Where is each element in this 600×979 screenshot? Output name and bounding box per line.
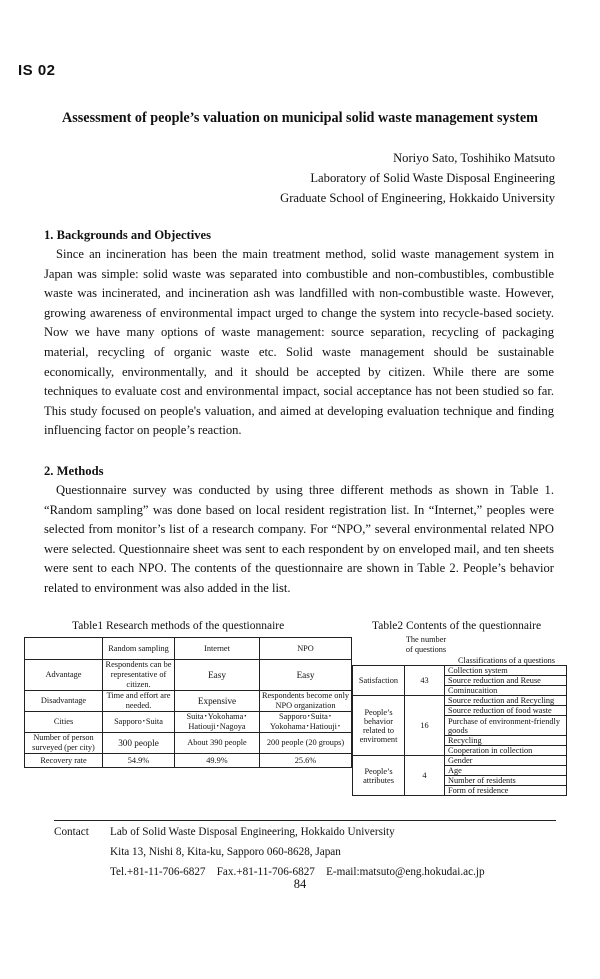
classification-cell: Cooperation in collection [445, 746, 567, 756]
table-cell: 49.9% [175, 754, 260, 768]
table-row [25, 733, 352, 754]
table-row [25, 754, 352, 768]
table-cell: Expensive [175, 691, 260, 712]
table-cell: 300 people [103, 733, 175, 754]
table-cell: 200 people (20 groups) [260, 733, 352, 754]
page-number: 84 [293, 877, 307, 891]
classification-cell: Cominucaition [445, 686, 567, 696]
paper-title: Assessment of people’s valuation on municipal solid waste management system [62, 110, 538, 126]
table-cell: Sapporo･Suita･Yokohama･Hatiouji･ [260, 712, 352, 733]
classification-cell: Purchase of environment-friendly goods [445, 716, 567, 736]
paragraph: Since an incineration has been the main treatment method, solid waste management system in Japan was simple: solid waste was separated into combustible and non-combustibles, combustible waste was incinerated, and incineration ash was landfilled with non-combustible waste. However, growing awareness of environmental impact urged to change the system into recycle-based society. Now we have many options of waste management: source separation, recycling of packaging material, recycling of organic waste etc. Solid waste management should be sustainable economically, environmentally, and it should be accepted by citizen. While there are some techniques to evaluate cost and environmental impact, social acceptance has not been studied so far. This study focused on people's valuation, and aimed at developing evaluation technique and finding influencing factor on people’s reaction. [44, 247, 554, 438]
table-cell: Sapporo･Suita [103, 712, 175, 733]
table-cell: Suita･Yokohama･Hatiouji･Nagoya [175, 712, 260, 733]
table-cell: Respondents can be representative of citizen. [103, 660, 175, 691]
table1 [24, 637, 352, 768]
classification-cell: Collection system [445, 666, 567, 676]
row-label: Cities [25, 712, 103, 733]
row-label: Advantage [25, 660, 103, 691]
group-count: 43 [405, 666, 445, 696]
group-label: People’s behavior related to enviroment [353, 696, 405, 756]
table-row [25, 691, 352, 712]
contact-line-2: Kita 13, Nishi 8, Kita-ku, Sapporo 060-8628, Japan [110, 846, 341, 858]
table-row [353, 696, 567, 706]
paper-code: IS 02 [18, 62, 56, 79]
lab-name: Laboratory of Solid Waste Disposal Engineering [310, 171, 555, 185]
classification-cell: Recycling [445, 736, 567, 746]
classification-cell: Number of residents [445, 776, 567, 786]
table2-caption: Table2 Contents of the questionnaire [372, 620, 542, 632]
table-cell: 25.6% [260, 754, 352, 768]
contact-line-3: Tel.+81-11-706-6827 Fax.+81-11-706-6827 E-mail:matsuto@eng.hokudai.ac.jp [110, 866, 485, 878]
table2-header-class: Classifications of a questions [458, 656, 556, 665]
group-count: 16 [405, 696, 445, 756]
table-cell: Respondents become only NPO organization [260, 691, 352, 712]
table-cell: 54.9% [103, 754, 175, 768]
group-label: Satisfaction [353, 666, 405, 696]
row-label: Number of person surveyed (per city) [25, 733, 103, 754]
table-header-cell: Internet [175, 638, 260, 660]
table-header-cell: Random sampling [103, 638, 175, 660]
author-block [280, 148, 555, 208]
contact-line-1: Lab of Solid Waste Disposal Engineering, Hokkaido University [110, 826, 395, 838]
table-header-row [25, 638, 352, 660]
table1-caption: Table1 Research methods of the questionnaire [72, 620, 285, 632]
table-cell: About 390 people [175, 733, 260, 754]
classification-cell: Form of residence [445, 786, 567, 796]
classification-cell: Age [445, 766, 567, 776]
paragraph: Questionnaire survey was conducted by using three different methods as shown in Table 1. “Random sampling” was done based on local resident registration list. In “Internet,” peoples were selected from monitor’s list of a research company. For “NPO,” several environmental related NPO were selected. Questionnaire sheet was sent to each respondent by on enveloped mail, and ten sheets were sent to each NPO. The contents of the questionnaire are shown in Table 2. People’s behavior related to environment was also added in the list. [44, 483, 554, 595]
table-row [25, 660, 352, 691]
section-heading-backgrounds: 1. Backgrounds and Objectives [44, 228, 212, 242]
group-label: People’s attributes [353, 756, 405, 796]
table-row [25, 712, 352, 733]
table-header-cell [25, 638, 103, 660]
contact-divider [54, 820, 556, 821]
table-header-cell: NPO [260, 638, 352, 660]
school-name: Graduate School of Engineering, Hokkaido University [280, 191, 555, 205]
table2 [352, 665, 567, 796]
classification-cell: Gender [445, 756, 567, 766]
table-cell: Time and effort are needed. [103, 691, 175, 712]
section-body-methods [44, 481, 554, 599]
group-count: 4 [405, 756, 445, 796]
table-row [353, 756, 567, 766]
contact-label: Contact [54, 826, 89, 838]
classification-cell: Source reduction and Recycling [445, 696, 567, 706]
table-cell: Easy [260, 660, 352, 691]
authors: Noriyo Sato, Toshihiko Matsuto [393, 151, 555, 165]
row-label: Recovery rate [25, 754, 103, 768]
table-cell: Easy [175, 660, 260, 691]
row-label: Disadvantage [25, 691, 103, 712]
table2-header-count: The number of questions [405, 635, 447, 654]
section-body-backgrounds [44, 245, 554, 441]
classification-cell: Source reduction of food waste [445, 706, 567, 716]
classification-cell: Source reduction and Reuse [445, 676, 567, 686]
section-heading-methods: 2. Methods [44, 464, 104, 478]
table-row [353, 666, 567, 676]
